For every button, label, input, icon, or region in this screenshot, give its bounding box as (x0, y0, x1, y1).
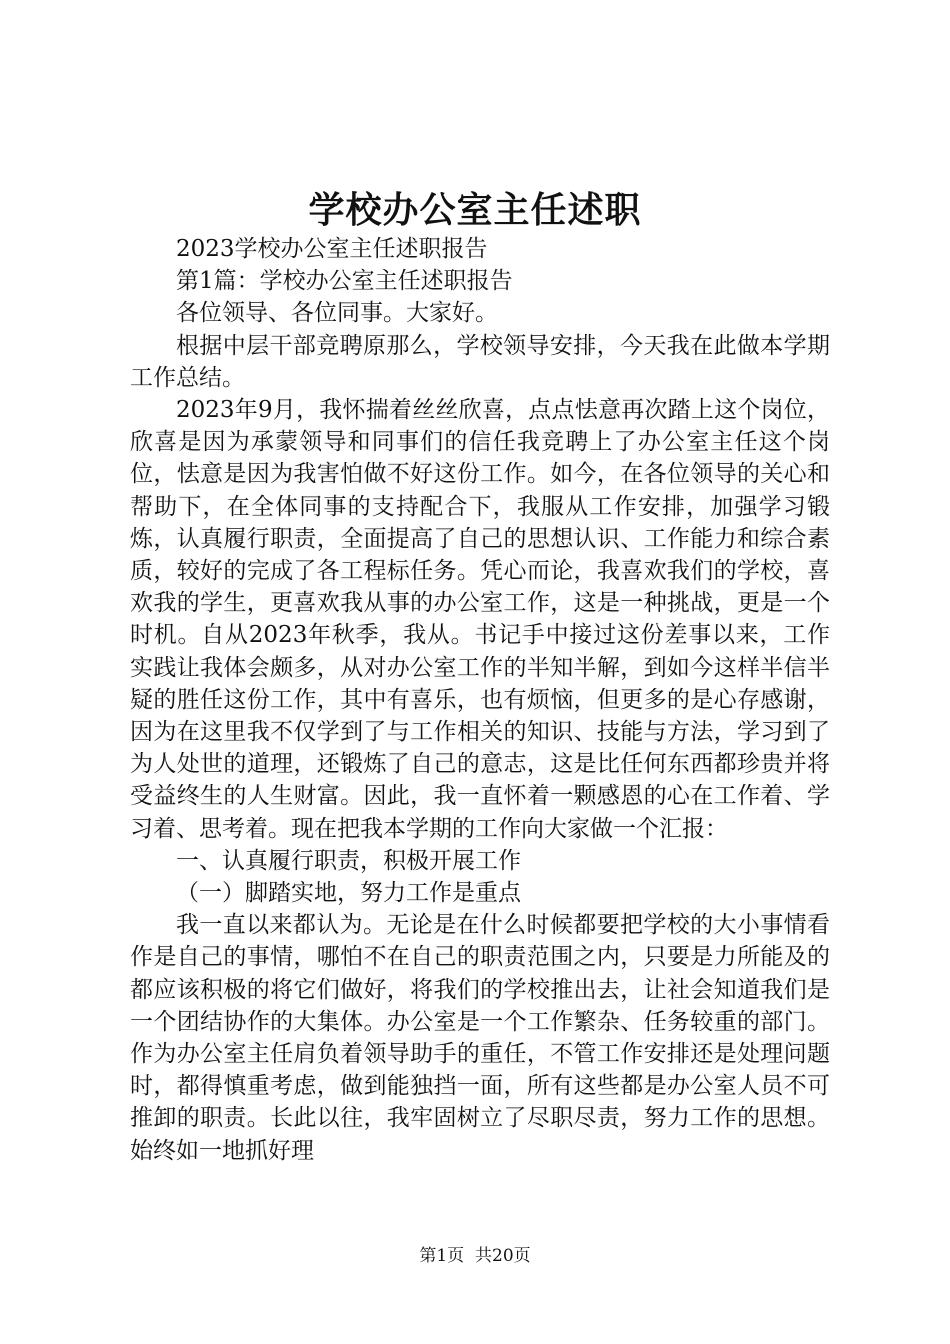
page-title: 学校办公室主任述职 (308, 189, 642, 231)
paragraph-main: 2023年9月，我怀揣着丝丝欣喜，点点怯意再次踏上这个岗位，欣喜是因为承蒙领导和同事们的信任我竞聘上了办公室主任这个岗位，怯意是因为我害怕做不好这份工作。如今，在各位领导的关心和帮助下，在全体同事的支持配合下，我服从工作安排，加强学习锻炼，认真履行职责，全面提高了自己的思想认识、工作能力和综合素质，较好的完成了各工程标任务。凭心而论，我喜欢我们的学校，喜欢我的学生，更喜欢我从事的办公室工作，这是一种挑战，更是一个时机。自从2023年秋季，我从。书记手中接过这份差事以来，工作实践让我体会颇多，从对办公室工作的半知半解，到如今这样半信半疑的胜任这份工作，其中有喜乐，也有烦恼，但更多的是心存感谢，因为在这里我不仅学到了与工作相关的知识、技能与方法，学习到了为人处世的道理，还锻炼了自己的意志，这是比任何东西都珍贵并将受益终生的人生财富。因此，我一直怀着一颗感恩的心在工作着、学习着、思考着。现在把我本学期的工作向大家做一个汇报： (130, 397, 830, 842)
paragraph-greeting: 各位领导、各位同事。大家好。 (176, 300, 498, 327)
paragraph-chapter-heading: 第1篇：学校办公室主任述职报告 (176, 268, 513, 295)
paragraph-duties: 我一直以来都认为。无论是在什么时候都要把学校的大小事情看作是自己的事情，哪怕不在自己的职责范围之内，只要是力所能及的都应该积极的将它们做好，将我们的学校推出去，让社会知道我们是一个团结协作的大集体。办公室是一个工作繁杂、任务较重的部门。作为办公室主任肩负着领导助手的重任，不管工作安排还是处理问题时，都得慎重考虑，做到能独挡一面，所有这些都是办公室人员不可推卸的职责。长此以往，我牢固树立了尽职尽责，努力工作的思想。始终如一地抓好理 (130, 912, 830, 1164)
subsection-heading-1: （一）脚踏实地，努力工作是重点 (176, 880, 521, 907)
page-footer (0, 1244, 950, 1268)
paragraph-intro: 根据中层干部竞聘原那么，学校领导安排，今天我在此做本学期工作总结。 (130, 332, 830, 391)
section-heading-1: 一、认真履行职责，积极开展工作 (176, 847, 521, 874)
total-pages: 共20页 (475, 1246, 531, 1266)
document-body (130, 233, 830, 1167)
paragraph-report-title: 2023学校办公室主任述职报告 (176, 236, 488, 262)
page-number: 第1页 (419, 1246, 465, 1266)
